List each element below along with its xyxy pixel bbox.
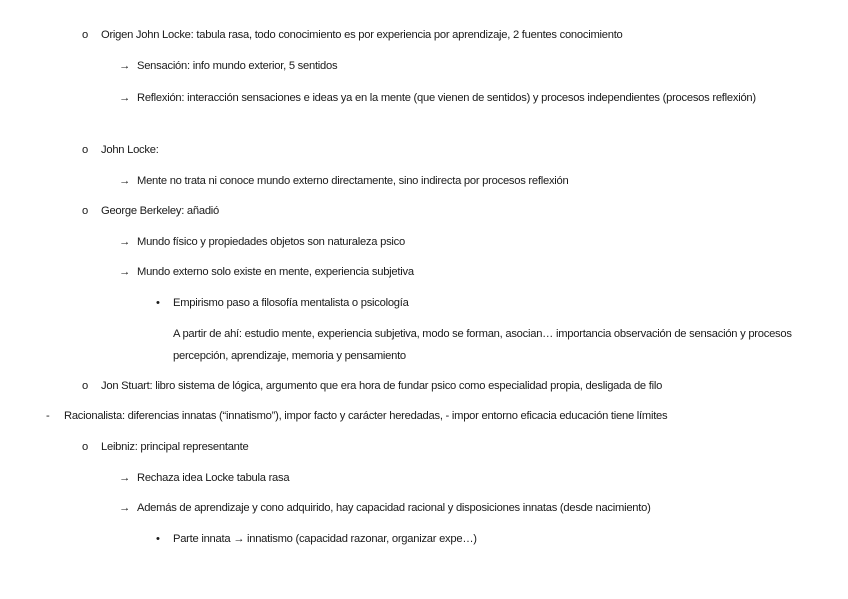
list-item: Mente no trata ni conoce mundo externo directamente, sino indirecta por procesos reflexión bbox=[137, 175, 569, 187]
arrow-icon: → bbox=[119, 175, 130, 187]
list-item: Empirismo paso a filosofía mentalista o psicología bbox=[173, 297, 409, 309]
circle-bullet: o bbox=[82, 441, 88, 453]
list-item: Rechaza idea Locke tabula rasa bbox=[137, 472, 290, 484]
arrow-icon: → bbox=[119, 92, 130, 104]
list-item: Racionalista: diferencias innatas (“innatismo”), impor facto y carácter heredadas, - impor entorno eficacia educación tiene límites bbox=[64, 410, 668, 422]
list-item: Mundo externo solo existe en mente, experiencia subjetiva bbox=[137, 266, 414, 278]
dash-bullet: - bbox=[46, 410, 50, 422]
list-item: George Berkeley: añadió bbox=[101, 205, 220, 217]
arrow-icon: → bbox=[119, 472, 130, 484]
list-item: Además de aprendizaje y cono adquirido, hay capacidad racional y disposiciones innatas (desde nacimiento) bbox=[137, 502, 651, 514]
list-item: Origen John Locke: tabula rasa, todo conocimiento es por experiencia por aprendizaje, 2 fuentes conocimiento bbox=[101, 29, 623, 41]
circle-bullet: o bbox=[82, 144, 88, 156]
paragraph: A partir de ahí: estudio mente, experiencia subjetiva, modo se forman, asocian… importancia observación de sensación y procesos percepción, aprendizaje, memoria y pensamiento bbox=[173, 328, 792, 362]
list-item: Leibniz: principal representante bbox=[101, 441, 249, 453]
list-item: Sensación: info mundo exterior, 5 sentidos bbox=[137, 60, 338, 72]
arrow-icon: → bbox=[119, 502, 130, 514]
list-item: Jon Stuart: libro sistema de lógica, argumento que era hora de fundar psico como especialidad propia, desligada de filo bbox=[101, 380, 663, 392]
circle-bullet: o bbox=[82, 205, 88, 217]
arrow-icon: → bbox=[119, 60, 130, 72]
list-item: John Locke: bbox=[101, 144, 159, 156]
list-item: Parte innata → innatismo (capacidad razonar, organizar expe…) bbox=[173, 533, 477, 545]
arrow-icon: → bbox=[119, 266, 130, 278]
dot-bullet: • bbox=[156, 533, 160, 545]
circle-bullet: o bbox=[82, 29, 88, 41]
circle-bullet: o bbox=[82, 380, 88, 392]
list-item: Mundo físico y propiedades objetos son naturaleza psico bbox=[137, 236, 405, 248]
arrow-icon: → bbox=[119, 236, 130, 248]
list-item: Reflexión: interacción sensaciones e ideas ya en la mente (que vienen de sentidos) y procesos independientes (procesos reflexión) bbox=[137, 92, 756, 104]
dot-bullet: • bbox=[156, 297, 160, 309]
